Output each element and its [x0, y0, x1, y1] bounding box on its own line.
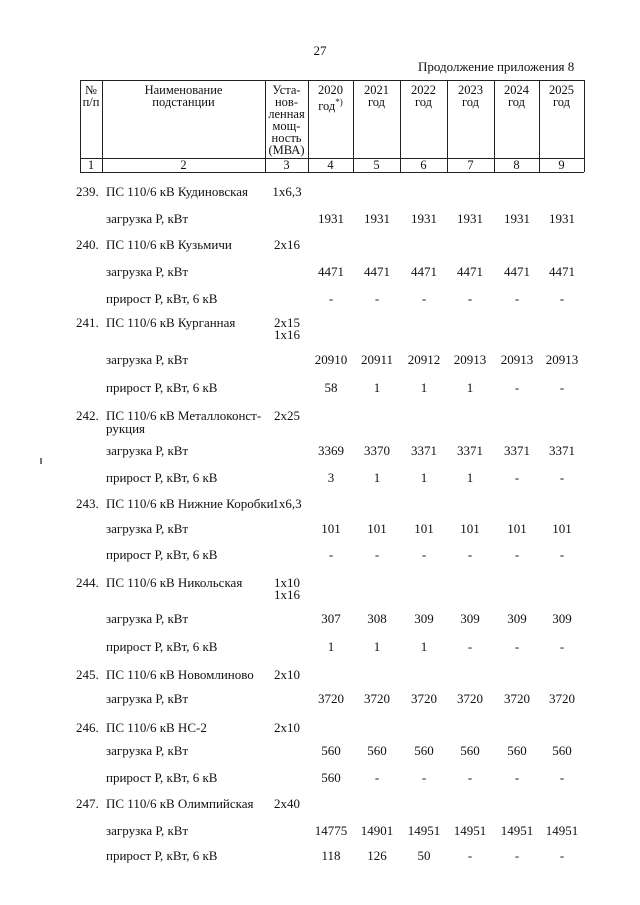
metric-label: загрузка Р, кВт — [106, 443, 189, 458]
col-number: 6 — [420, 158, 427, 172]
value-cell: 20910 — [314, 352, 348, 367]
col-number: 1 — [87, 158, 95, 172]
metric-label: прирост Р, кВт, 6 кВ — [106, 291, 218, 306]
value-cell: 1931 — [364, 211, 390, 226]
substation-name-continued: рукция — [106, 421, 146, 436]
value-cell: 14951 — [500, 823, 534, 838]
installed-capacity: 2х15 — [274, 315, 300, 330]
value-cell: 309 — [414, 611, 434, 626]
value-cell: 4471 — [457, 264, 483, 279]
installed-capacity: 2х10 — [274, 720, 300, 735]
header-year-2020: 2020 год*) — [318, 83, 343, 114]
substation-name: ПС 110/6 кВ Никольская — [106, 575, 243, 590]
value-cell: 3720 — [504, 691, 530, 706]
value-cell: 3720 — [364, 691, 390, 706]
item-number: 240. — [76, 237, 99, 252]
value-cell: 560 — [460, 743, 480, 758]
installed-capacity-second: 1х16 — [274, 587, 300, 602]
value-cell: 3720 — [457, 691, 483, 706]
value-cell: - — [328, 291, 334, 306]
value-cell: 3371 — [457, 443, 483, 458]
value-cell: 3720 — [411, 691, 437, 706]
value-cell: - — [374, 770, 380, 785]
installed-capacity: 1х6,3 — [272, 184, 302, 199]
value-cell: 560 — [321, 770, 341, 785]
value-cell: 4471 — [549, 264, 575, 279]
col-number: 7 — [467, 158, 474, 172]
substation-name: ПС 110/6 кВ Новомлиново — [106, 667, 254, 682]
installed-capacity: 2х40 — [274, 796, 300, 811]
value-cell: 3720 — [549, 691, 575, 706]
value-cell: 101 — [414, 521, 434, 536]
value-cell: 1931 — [504, 211, 530, 226]
header-capacity: Уста- нов- ленная мощ- ность (МВА) — [268, 83, 305, 157]
header-top-rule — [80, 80, 584, 81]
value-cell: - — [467, 848, 473, 863]
value-cell: 1931 — [318, 211, 344, 226]
value-cell: 14951 — [407, 823, 441, 838]
metric-label: прирост Р, кВт, 6 кВ — [106, 380, 218, 395]
value-cell: 58 — [324, 380, 338, 395]
header-num: № п/п — [82, 83, 100, 109]
installed-capacity: 1х6,3 — [272, 496, 302, 511]
value-cell: 4471 — [318, 264, 344, 279]
continuation-note: Продолжение приложения 8 — [418, 59, 575, 74]
value-cell: - — [559, 770, 565, 785]
value-cell: 14951 — [545, 823, 579, 838]
substation-name: ПС 110/6 кВ Кузьмичи — [106, 237, 232, 252]
item-number: 246. — [76, 720, 99, 735]
value-cell: 1931 — [549, 211, 575, 226]
value-cell: - — [374, 291, 380, 306]
value-cell: 14775 — [314, 823, 348, 838]
value-cell: 3 — [327, 470, 335, 485]
item-number: 243. — [76, 496, 99, 511]
value-cell: 4471 — [504, 264, 530, 279]
metric-label: загрузка Р, кВт — [106, 611, 189, 626]
substation-name: ПС 110/6 кВ Кудиновская — [106, 184, 249, 199]
value-cell: - — [421, 547, 427, 562]
value-cell: 1 — [420, 470, 428, 485]
value-cell: 309 — [552, 611, 572, 626]
value-cell: - — [559, 380, 565, 395]
value-cell: 3371 — [549, 443, 575, 458]
header-year-2023: 2023 год — [458, 83, 483, 109]
value-cell: 14901 — [360, 823, 394, 838]
value-cell: 50 — [417, 848, 431, 863]
page-number: 27 — [313, 43, 327, 58]
substation-name: ПС 110/6 кВ НС-2 — [106, 720, 207, 735]
value-cell: - — [514, 380, 520, 395]
value-cell: 560 — [367, 743, 387, 758]
header-name: Наименование подстанции — [144, 83, 223, 109]
col-number: 2 — [180, 158, 187, 172]
col-number: 9 — [558, 158, 565, 172]
metric-label: прирост Р, кВт, 6 кВ — [106, 639, 218, 654]
installed-capacity: 1х10 — [274, 575, 300, 590]
header-year-2021: 2021 год — [364, 83, 389, 109]
metric-label: прирост Р, кВт, 6 кВ — [106, 848, 218, 863]
value-cell: 20911 — [360, 352, 394, 367]
item-number: 242. — [76, 408, 99, 423]
installed-capacity: 2х25 — [274, 408, 300, 423]
installed-capacity: 2х16 — [274, 237, 300, 252]
value-cell: - — [421, 291, 427, 306]
value-cell: 3370 — [364, 443, 390, 458]
value-cell: 1 — [466, 380, 474, 395]
value-cell: 560 — [321, 743, 341, 758]
substation-name: ПС 110/6 кВ Нижние Коробки — [106, 496, 274, 511]
metric-label: загрузка Р, кВт — [106, 211, 189, 226]
value-cell: - — [374, 547, 380, 562]
value-cell: 4471 — [364, 264, 390, 279]
substation-name: ПС 110/6 кВ Курганная — [106, 315, 236, 330]
value-cell: 3720 — [318, 691, 344, 706]
value-cell: - — [467, 639, 473, 654]
installed-capacity: 2х10 — [274, 667, 300, 682]
value-cell: - — [467, 770, 473, 785]
value-cell: - — [328, 547, 334, 562]
value-cell: - — [559, 547, 565, 562]
metric-label: загрузка Р, кВт — [106, 691, 189, 706]
value-cell: - — [559, 639, 565, 654]
value-cell: 118 — [321, 848, 341, 863]
value-cell: - — [467, 547, 473, 562]
scan-mark — [40, 458, 42, 464]
header-year-2024: 2024 год — [504, 83, 529, 109]
value-cell: - — [467, 291, 473, 306]
substation-name: ПС 110/6 кВ Олимпийская — [106, 796, 254, 811]
item-number: 239. — [76, 184, 99, 199]
substation-name: ПС 110/6 кВ Металлоконст- — [106, 408, 262, 423]
metric-label: прирост Р, кВт, 6 кВ — [106, 770, 218, 785]
value-cell: 20912 — [407, 352, 441, 367]
value-cell: 3371 — [504, 443, 530, 458]
value-cell: - — [559, 291, 565, 306]
value-cell: 308 — [367, 611, 387, 626]
col-border — [584, 80, 585, 172]
value-cell: 309 — [460, 611, 480, 626]
value-cell: 560 — [552, 743, 572, 758]
metric-label: загрузка Р, кВт — [106, 521, 189, 536]
value-cell: 101 — [507, 521, 527, 536]
value-cell: 1931 — [411, 211, 437, 226]
value-cell: 1931 — [457, 211, 483, 226]
value-cell: - — [514, 639, 520, 654]
header-year-2022: 2022 год — [411, 83, 436, 109]
value-cell: 20913 — [500, 352, 534, 367]
value-cell: - — [514, 470, 520, 485]
item-number: 241. — [76, 315, 99, 330]
value-cell: 560 — [414, 743, 434, 758]
value-cell: 101 — [321, 521, 341, 536]
value-cell: 1 — [327, 639, 335, 654]
metric-label: загрузка Р, кВт — [106, 264, 189, 279]
installed-capacity-second: 1х16 — [274, 327, 300, 342]
value-cell: 1 — [466, 470, 474, 485]
value-cell: - — [559, 848, 565, 863]
value-cell: 1 — [420, 380, 428, 395]
header-year-2025: 2025 год — [549, 83, 574, 109]
value-cell: 20913 — [453, 352, 487, 367]
item-number: 244. — [76, 575, 99, 590]
metric-label: прирост Р, кВт, 6 кВ — [106, 547, 218, 562]
value-cell: 101 — [552, 521, 572, 536]
value-cell: 560 — [507, 743, 527, 758]
header-bottom-rule — [80, 172, 584, 173]
value-cell: 101 — [367, 521, 387, 536]
value-cell: 1 — [373, 639, 381, 654]
value-cell: 101 — [460, 521, 480, 536]
value-cell: 4471 — [411, 264, 437, 279]
value-cell: - — [559, 470, 565, 485]
value-cell: 20913 — [545, 352, 579, 367]
value-cell: 1 — [373, 470, 381, 485]
value-cell: - — [514, 547, 520, 562]
col-number: 8 — [513, 158, 520, 172]
value-cell: 3369 — [318, 443, 344, 458]
value-cell: 1 — [373, 380, 381, 395]
metric-label: загрузка Р, кВт — [106, 743, 189, 758]
value-cell: 307 — [321, 611, 341, 626]
item-number: 247. — [76, 796, 99, 811]
metric-label: прирост Р, кВт, 6 кВ — [106, 470, 218, 485]
value-cell: 1 — [420, 639, 428, 654]
col-number: 4 — [327, 158, 334, 172]
value-cell: - — [514, 291, 520, 306]
value-cell: 126 — [367, 848, 387, 863]
item-number: 245. — [76, 667, 99, 682]
value-cell: 14951 — [453, 823, 487, 838]
metric-label: загрузка Р, кВт — [106, 352, 189, 367]
value-cell: 309 — [507, 611, 527, 626]
value-cell: - — [421, 770, 427, 785]
col-number: 5 — [373, 158, 380, 172]
value-cell: - — [514, 770, 520, 785]
value-cell: 3371 — [411, 443, 437, 458]
value-cell: - — [514, 848, 520, 863]
col-number: 3 — [283, 158, 290, 172]
metric-label: загрузка Р, кВт — [106, 823, 189, 838]
